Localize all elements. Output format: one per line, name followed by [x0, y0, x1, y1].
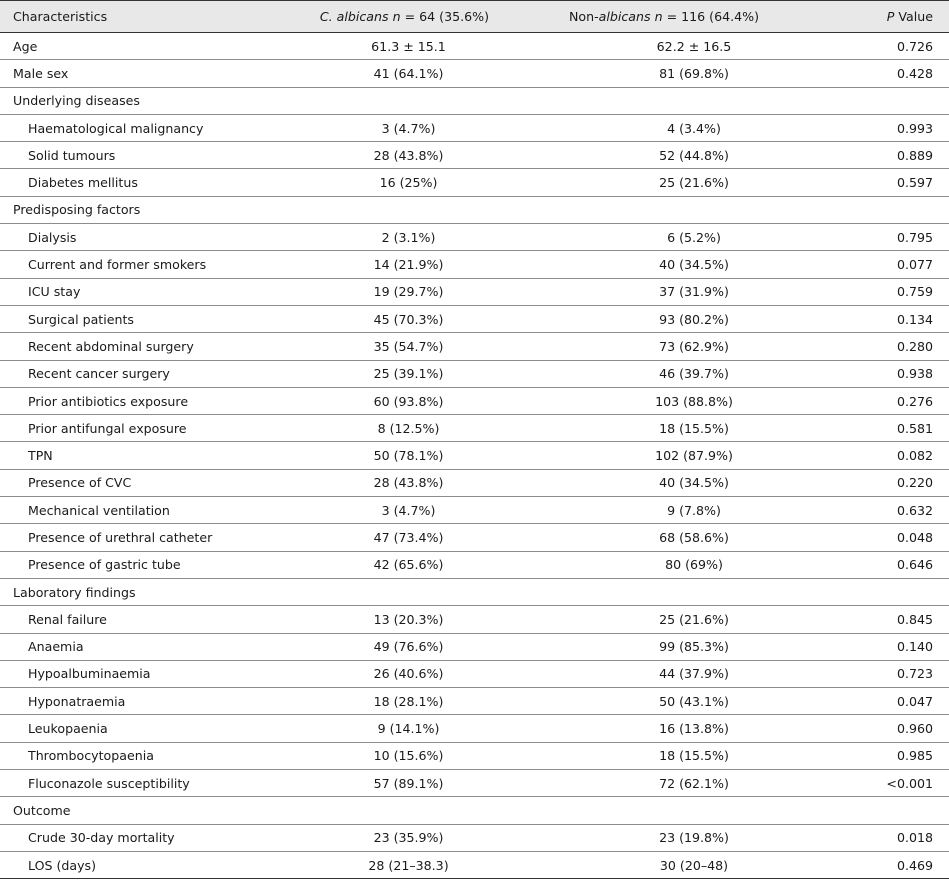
row-label: Leukopaenia — [28, 721, 108, 737]
albicans-value: 8 (12.5%) — [377, 420, 440, 436]
non-albicans-value: 44 (37.9%) — [659, 666, 729, 682]
row-label: LOS (days) — [28, 857, 97, 873]
section-header-row — [0, 578, 949, 605]
table-row — [0, 660, 949, 687]
table-row — [0, 360, 949, 387]
p-value: 0.048 — [896, 529, 933, 545]
p-value: 0.140 — [896, 639, 933, 655]
row-label: Renal failure — [28, 611, 107, 627]
section-label: Predisposing factors — [13, 202, 141, 218]
p-value: 0.646 — [896, 557, 933, 573]
table-row — [0, 442, 949, 469]
section-label: Laboratory findings — [13, 584, 136, 600]
p-value: 0.726 — [896, 38, 933, 54]
table-row — [0, 688, 949, 715]
row-label: Dialysis — [28, 229, 77, 245]
section-header-row — [0, 797, 949, 824]
non-albicans-value: 30 (20–48) — [659, 857, 729, 873]
non-albicans-value: 6 (5.2%) — [667, 229, 721, 245]
header-non-prefix: Non- — [569, 9, 599, 24]
p-value: 0.993 — [896, 120, 933, 136]
row-label: Surgical patients — [28, 311, 134, 327]
albicans-value: 45 (70.3%) — [373, 311, 444, 327]
row-label: Crude 30-day mortality — [28, 830, 175, 846]
albicans-value: 16 (25%) — [379, 175, 438, 191]
p-value: 0.845 — [896, 611, 933, 627]
non-albicans-value: 80 (69%) — [665, 557, 723, 573]
table-row — [0, 33, 949, 60]
table-row — [0, 497, 949, 524]
header-p-value — [809, 1, 949, 33]
table-row — [0, 387, 949, 414]
table-row — [0, 251, 949, 278]
non-albicans-value: 50 (43.1%) — [659, 693, 729, 709]
p-value: 0.428 — [896, 65, 933, 81]
albicans-value: 35 (54.7%) — [373, 338, 444, 354]
header-albicans-species: C. albicans — [319, 9, 389, 24]
row-label: Anaemia — [28, 639, 84, 655]
header-non-albicans — [489, 1, 809, 33]
header-p-letter: P — [886, 9, 895, 24]
albicans-value: 47 (73.4%) — [373, 529, 444, 545]
albicans-value: 18 (28.1%) — [373, 693, 444, 709]
albicans-value: 14 (21.9%) — [373, 257, 444, 273]
table-row — [0, 415, 949, 442]
albicans-value: 3 (4.7%) — [381, 502, 436, 518]
non-albicans-value: 25 (21.6%) — [659, 611, 729, 627]
p-value: 0.276 — [896, 393, 933, 409]
albicans-value: 42 (65.6%) — [373, 557, 444, 573]
p-value: 0.082 — [896, 448, 933, 464]
table-row — [0, 333, 949, 360]
row-label: Fluconazole susceptibility — [28, 775, 190, 791]
header-albicans-n: n — [392, 9, 401, 24]
non-albicans-value: 40 (34.5%) — [659, 475, 729, 491]
header-albicans — [292, 1, 489, 33]
albicans-value: 50 (78.1%) — [373, 448, 444, 464]
p-value: 0.134 — [896, 311, 933, 327]
p-value: 0.759 — [896, 284, 933, 300]
non-albicans-value: 40 (34.5%) — [659, 257, 729, 273]
row-label: ICU stay — [28, 284, 81, 300]
non-albicans-value: 46 (39.7%) — [659, 366, 729, 382]
section-label: Outcome — [13, 802, 71, 818]
non-albicans-value: 102 (87.9%) — [655, 448, 733, 464]
row-label: Recent cancer surgery — [28, 366, 170, 382]
non-albicans-value: 68 (58.6%) — [659, 529, 729, 545]
albicans-value: 3 (4.7%) — [381, 120, 436, 136]
albicans-value: 28 (21–38.3) — [368, 857, 449, 873]
non-albicans-value: 62.2 ± 16.5 — [656, 38, 732, 54]
non-albicans-value: 37 (31.9%) — [659, 284, 729, 300]
p-value: 0.960 — [896, 721, 933, 737]
table-row — [0, 851, 949, 878]
row-label: Hyponatraemia — [28, 693, 126, 709]
p-value: 0.985 — [896, 748, 933, 764]
section-label: Underlying diseases — [13, 93, 140, 109]
section-header-row — [0, 196, 949, 223]
albicans-value: 28 (43.8%) — [373, 475, 444, 491]
p-value: 0.280 — [896, 338, 933, 354]
table-row — [0, 169, 949, 196]
row-label: Mechanical ventilation — [28, 502, 170, 518]
table-row — [0, 742, 949, 769]
table-row — [0, 824, 949, 851]
albicans-value: 26 (40.6%) — [373, 666, 444, 682]
non-albicans-value: 16 (13.8%) — [659, 721, 729, 737]
non-albicans-value: 93 (80.2%) — [659, 311, 729, 327]
p-value: 0.220 — [896, 475, 933, 491]
header-non-species: albicans — [598, 9, 651, 24]
table-header-row — [0, 1, 949, 33]
p-value: 0.889 — [896, 147, 933, 163]
section-header-row — [0, 87, 949, 114]
row-label: Haematological malignancy — [28, 120, 204, 136]
p-value: 0.018 — [896, 830, 933, 846]
p-value: 0.581 — [896, 420, 933, 436]
albicans-value: 28 (43.8%) — [373, 147, 444, 163]
row-label: Male sex — [13, 65, 69, 81]
row-label: Presence of gastric tube — [28, 557, 181, 573]
p-value: 0.632 — [896, 502, 933, 518]
header-albicans-count: = 64 (35.6%) — [400, 9, 489, 24]
table-row — [0, 60, 949, 87]
non-albicans-value: 18 (15.5%) — [659, 420, 729, 436]
non-albicans-value: 52 (44.8%) — [659, 147, 729, 163]
albicans-value: 10 (15.6%) — [373, 748, 444, 764]
table-row — [0, 770, 949, 797]
albicans-value: 57 (89.1%) — [373, 775, 444, 791]
albicans-value: 61.3 ± 15.1 — [371, 38, 446, 54]
p-value: 0.597 — [896, 175, 933, 191]
table-row — [0, 224, 949, 251]
table-row — [0, 305, 949, 332]
p-value: 0.795 — [896, 229, 933, 245]
albicans-value: 19 (29.7%) — [373, 284, 444, 300]
row-label: Prior antibiotics exposure — [28, 393, 189, 409]
table-row — [0, 142, 949, 169]
albicans-value: 9 (14.1%) — [377, 721, 440, 737]
row-label: Solid tumours — [28, 147, 116, 163]
non-albicans-value: 23 (19.8%) — [659, 830, 729, 846]
row-label: Presence of CVC — [28, 475, 132, 491]
table-row — [0, 606, 949, 633]
p-value: 0.938 — [896, 366, 933, 382]
row-label: Prior antifungal exposure — [28, 420, 187, 436]
albicans-value: 2 (3.1%) — [381, 229, 436, 245]
non-albicans-value: 9 (7.8%) — [667, 502, 721, 518]
row-label: Recent abdominal surgery — [28, 338, 194, 354]
table-body — [0, 33, 949, 879]
table-row — [0, 551, 949, 578]
table-row — [0, 524, 949, 551]
non-albicans-value: 4 (3.4%) — [667, 120, 721, 136]
non-albicans-value: 99 (85.3%) — [659, 639, 729, 655]
p-value: <0.001 — [886, 775, 933, 791]
header-non-count: = 116 (64.4%) — [662, 9, 759, 24]
albicans-value: 13 (20.3%) — [373, 611, 444, 627]
header-p-label: Value — [894, 9, 933, 24]
table-row — [0, 715, 949, 742]
row-label: Presence of urethral catheter — [28, 529, 213, 545]
row-label: Thrombocytopaenia — [28, 748, 154, 764]
row-label: Age — [13, 38, 38, 54]
table-row — [0, 114, 949, 141]
non-albicans-value: 18 (15.5%) — [659, 748, 729, 764]
non-albicans-value: 81 (69.8%) — [659, 65, 729, 81]
row-label: Current and former smokers — [28, 257, 207, 273]
p-value: 0.723 — [896, 666, 933, 682]
row-label: Hypoalbuminaemia — [28, 666, 151, 682]
albicans-value: 25 (39.1%) — [373, 366, 444, 382]
p-value: 0.469 — [896, 857, 933, 873]
header-characteristics: Characteristics — [0, 1, 292, 33]
row-label: Diabetes mellitus — [28, 175, 138, 191]
table-row — [0, 278, 949, 305]
p-value: 0.077 — [896, 257, 933, 273]
albicans-value: 23 (35.9%) — [373, 830, 444, 846]
header-non-n: n — [654, 9, 663, 24]
table-row — [0, 469, 949, 496]
albicans-value: 60 (93.8%) — [373, 393, 444, 409]
non-albicans-value: 72 (62.1%) — [659, 775, 729, 791]
non-albicans-value: 73 (62.9%) — [659, 338, 729, 354]
albicans-value: 49 (76.6%) — [373, 639, 444, 655]
row-label: TPN — [28, 448, 53, 464]
table-row — [0, 633, 949, 660]
non-albicans-value: 103 (88.8%) — [655, 393, 733, 409]
albicans-value: 41 (64.1%) — [373, 65, 444, 81]
non-albicans-value: 25 (21.6%) — [659, 175, 729, 191]
p-value: 0.047 — [896, 693, 933, 709]
